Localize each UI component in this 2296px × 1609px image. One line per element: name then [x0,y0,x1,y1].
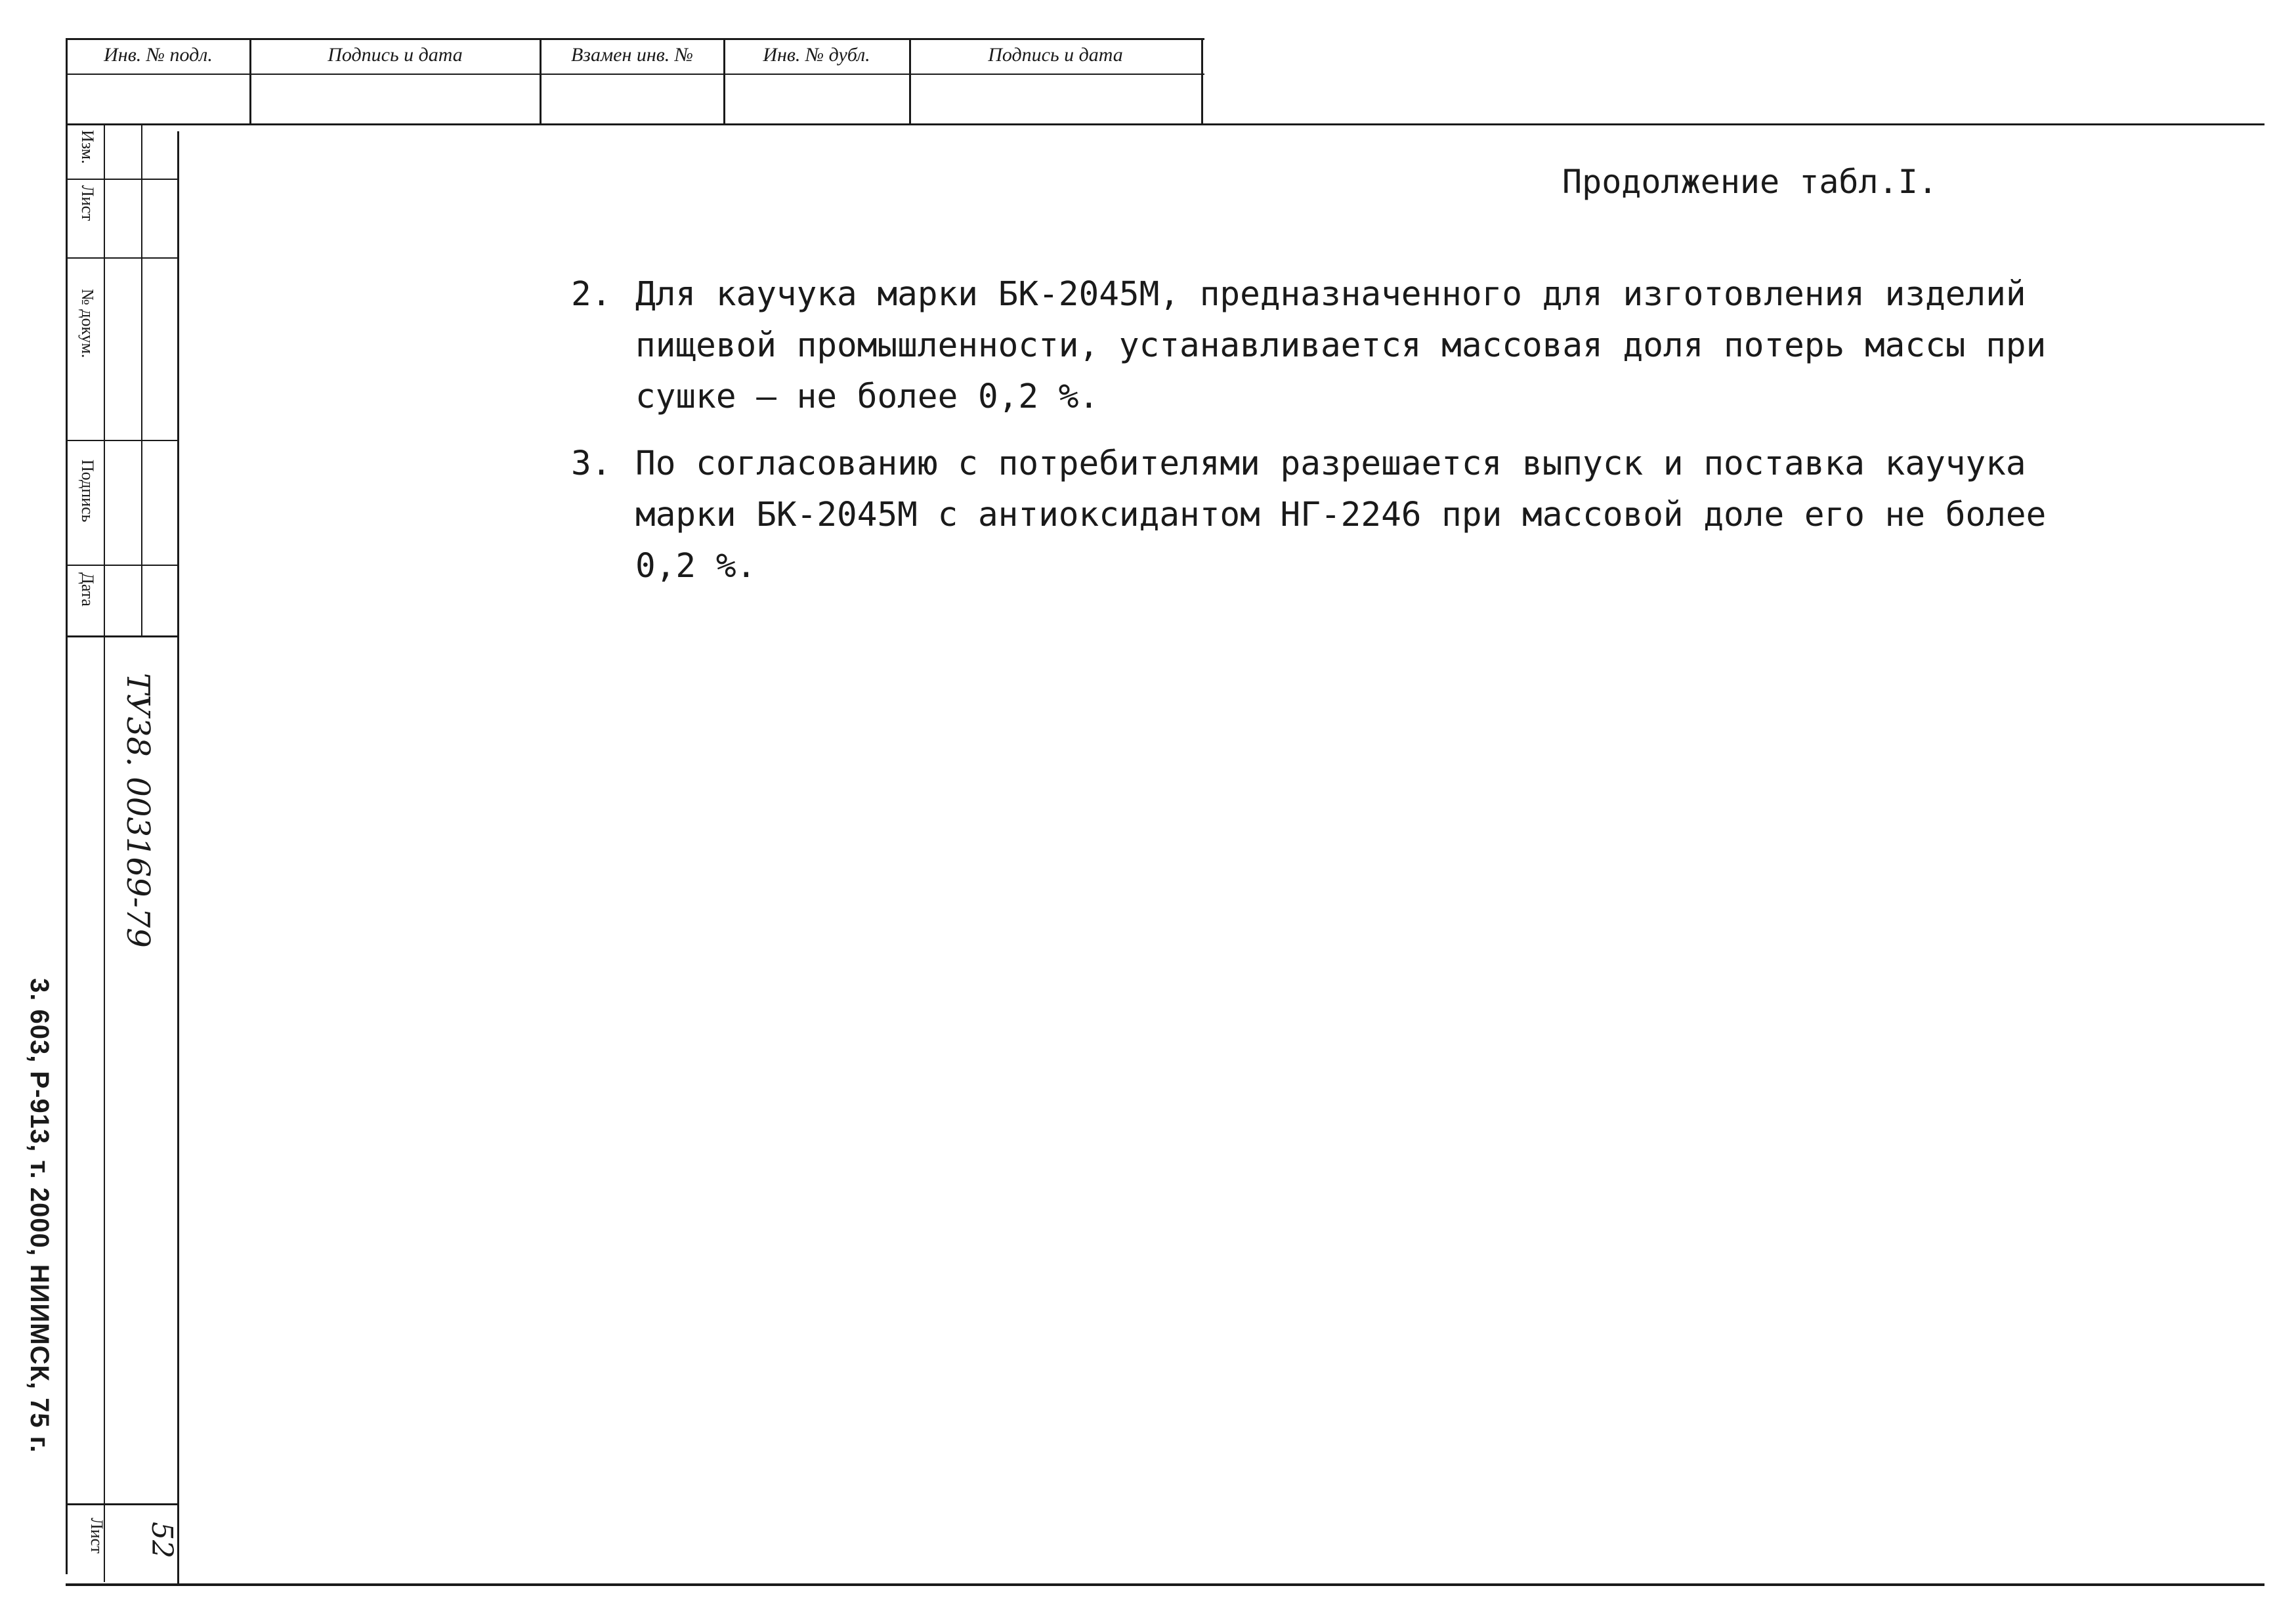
frame-bottom-rule [66,1583,2264,1586]
stamp-col-signature-2: Подпись и дата [988,44,1123,66]
stamp-divider [723,38,725,123]
print-stamp: 3. 603, Р-913, т. 2000, НИИМСК, 75 г. [25,978,54,1453]
side-row-rule [66,1503,179,1505]
stamp-divider [909,38,911,123]
side-row-rule [66,440,179,441]
side-row-rule [66,257,179,259]
side-label-signature: Подпись [78,460,97,523]
sheet-label: Лист [87,1518,106,1554]
list-item [571,439,2074,592]
document-code: ТУ38. 003169-79 [119,673,156,948]
stamp-top-rule [66,38,1204,40]
side-label-date: Дата [78,572,97,607]
outer-left-rule [66,38,68,1574]
side-row-rule [66,565,179,566]
item-text: Для каучука марки БК-2045М, предназначенного для изготовления изделий пищевой промышленности, устанавливается массовая доля потерь массы при сушке – не более 0,2 %. [635,275,2047,416]
side-row-rule [66,179,179,180]
stamp-divider [1201,38,1203,123]
sheet-number: 52 [145,1522,179,1558]
side-label-change: Изм. [78,130,97,164]
side-row-rule [66,635,179,637]
continuation-heading: Продолжение табл.I. [1562,163,1938,201]
item-number: 3. [571,444,612,483]
stamp-divider [540,38,542,123]
side-inner-rule [104,123,105,1582]
stamp-col-signature: Подпись и дата [328,44,463,66]
stamp-col-inv-dup: Инв. № дубл. [763,44,870,66]
item-number: 2. [571,275,612,314]
side-inner-rule [141,123,142,635]
item-text: По согласованию с потребителями разрешается выпуск и поставка каучука марки БК-2045М с антиоксидантом НГ-2246 при массовой доле его не более 0,2 %. [635,444,2047,586]
side-label-sheet: Лист [78,185,97,221]
stamp-col-replaced-inv: Взамен инв. № [570,44,694,66]
side-label-doc-no: № докум. [78,289,97,358]
side-outer-rule [177,131,179,1583]
list-item [571,269,2074,423]
frame-top-rule [66,123,2264,125]
stamp-col-inv-orig: Инв. № подл. [104,44,213,66]
stamp-mid-rule [66,74,1204,75]
stamp-divider [249,38,251,123]
